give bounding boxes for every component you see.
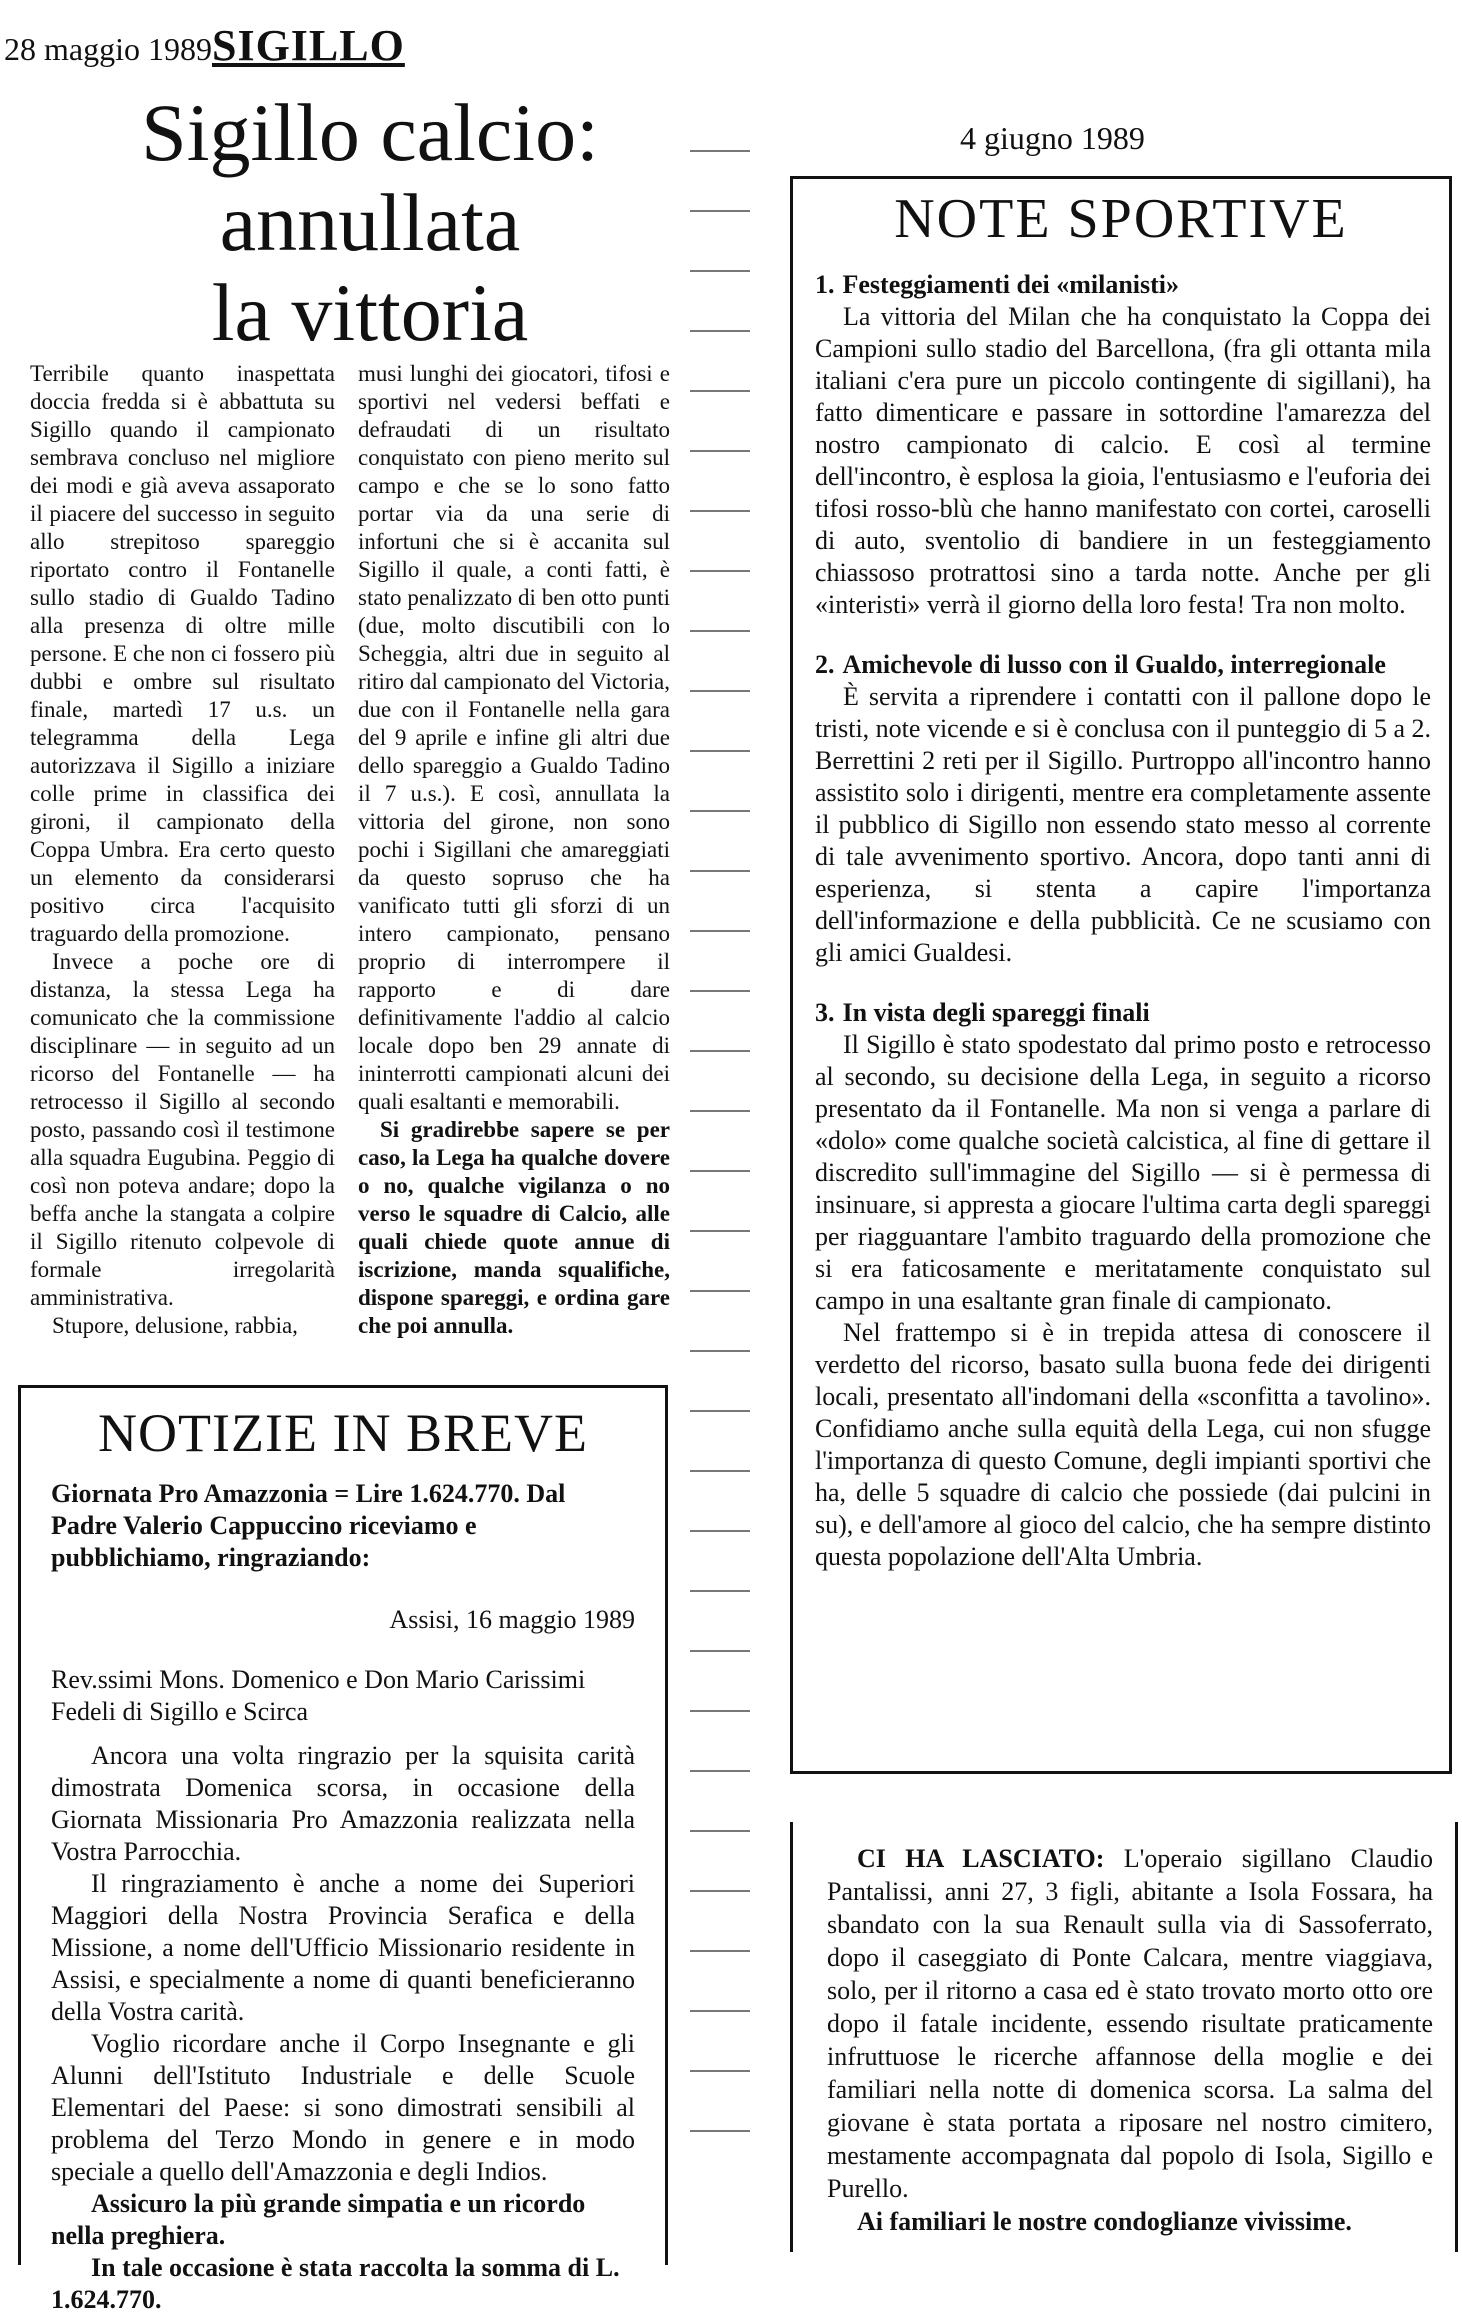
- notes-section: [815, 997, 1431, 1573]
- notes-section: [815, 649, 1431, 969]
- section-number: 2.: [815, 650, 835, 679]
- rule-line: [690, 1170, 750, 1172]
- brief-lead: Giornata Pro Amazzonia = Lire 1.624.770. Dal Padre Valerio Cappuccino riceviamo e pubblichiamo, ringraziando:: [51, 1479, 566, 1572]
- rule-line: [690, 1050, 750, 1052]
- section-text: Il Sigillo è stato spodestato dal primo posto e retrocesso al secondo, su decisione della Lega, in seguito a ricorso presentato da il Fontanelle. Ma non si venga a parlare di «dolo» come qualche società calcistica, al fine di gettare il discredito sull'immagine del Sigillo — si è permessa di insinuare, si appresta a giocare l'ultima carta degli spareggi per riagguantare l'ambito traguardo della promozione che si era faticosamente e meritatamente conquistato sul campo in una esaltante gran finale di campionato.: [815, 1030, 1431, 1315]
- brief-news-box: [18, 1385, 668, 2314]
- rule-line: [690, 1530, 750, 1532]
- headline-line: annullata: [219, 177, 521, 268]
- sport-notes-box: [790, 176, 1452, 1774]
- rule-line: [690, 1590, 750, 1592]
- rule-line: [690, 1110, 750, 1112]
- section-title: Festeggiamenti dei «milanisti»: [842, 270, 1180, 299]
- rule-line: [690, 150, 750, 152]
- brief-body: [21, 1478, 665, 2316]
- headline-line: Sigillo calcio:: [141, 87, 599, 178]
- article-paragraph: Invece a poche ore di distanza, la stessa Lega ha comunicato che la commissione disciplinare — in seguito ad un ricorso del Fontanelle — ha retrocesso il Sigillo al secondo posto, passando così il testimone alla squadra Eugubina. Peggio di così non poteva andare; dopo la beffa anche la stangata a colpire il Sigillo ritenuto colpevole di formale irregolarità amministrativa.: [30, 949, 335, 1310]
- rule-line: [690, 2070, 750, 2072]
- rule-line: [690, 990, 750, 992]
- rule-line: [690, 2010, 750, 2012]
- rule-line: [690, 210, 750, 212]
- section-title: In vista degli spareggi finali: [842, 998, 1150, 1027]
- rule-line: [690, 1950, 750, 1952]
- notes-section: [815, 269, 1431, 621]
- rule-line: [690, 510, 750, 512]
- brief-paragraph: Ancora una volta ringrazio per la squisita carità dimostrata Domenica scorsa, in occasione della Giornata Missionaria Pro Amazzonia realizzata nella Vostra Parrocchia.: [51, 1741, 635, 1866]
- article-closing-bold: Si gradirebbe sapere se per caso, la Lega ha qualche dovere o no, qualche vigilanza o no verso le squadre di Calcio, alle quali chiede quote annue di iscrizione, manda squalifiche, dispone spareggi, e ordina gare che poi annulla.: [358, 1117, 670, 1338]
- section-heading: [815, 269, 1431, 301]
- rule-line: [690, 330, 750, 332]
- rule-line: [690, 270, 750, 272]
- issue-date: 28 maggio 1989: [4, 31, 212, 67]
- notes-date: 4 giugno 1989: [960, 120, 1145, 156]
- section-heading: [815, 649, 1431, 681]
- section-text: Nel frattempo si è in trepida attesa di conoscere il verdetto del ricorso, basato sulla buona fede dei dirigenti locali, presentato all'indomani della «sconfitta a tavolino». Confidiamo anche sulla equità della Lega, cui non sfugge l'importanza di questo Comune, degli impianti sportivi che ha, delle 5 squadre di calcio che possiede (dai pulcini in su), e dell'amore al gioco del calcio, che ha sempre distinto questa popolazione dell'Alta Umbria.: [815, 1318, 1431, 1571]
- rule-line: [690, 1350, 750, 1352]
- article-column-left: [30, 360, 335, 1340]
- brief-place-date: Assisi, 16 maggio 1989: [389, 1605, 635, 1634]
- brief-paragraph: Voglio ricordare anche il Corpo Insegnante e gli Alunni dell'Istituto Industriale e delle Scuole Elementari del Paese: si sono dimostrati sensibili al problema del Terzo Mondo in genere e in modo speciale a quello dell'Amazzonia e degli Indios.: [51, 2029, 635, 2186]
- obituary-box: [790, 1822, 1458, 2252]
- brief-paragraph: Il ringraziamento è anche a nome dei Superiori Maggiori della Nostra Provincia Serafica e della Missione, a nome dell'Ufficio Missionario residente in Assisi, e specialmente a nome di quanti beneficieranno della Vostra carità.: [51, 1869, 635, 2026]
- rule-line: [690, 1890, 750, 1892]
- brief-paragraph: Assicuro la più grande simpatia e un ricordo nella preghiera.: [51, 2189, 586, 2250]
- margin-rules: [690, 150, 770, 2250]
- section-text: La vittoria del Milan che ha conquistato la Coppa dei Campioni sullo stadio del Barcellona, (fra gli ottanta mila italiani c'era pure un piccolo contingente di sigillani), ha fatto dimenticare e passare in sottordine l'amarezza del nostro campionato di calcio. E così al termine dell'incontro, è esplosa la gioia, l'entusiasmo e l'euforia dei tifosi rosso-blù che hanno manifestato con cortei, caroselli di auto, sventolio di bandiere in un festeggiamento chiassoso protrattosi sino a tarda notte. Anche per gli «interisti» verrà il giorno della loro festa! Tra non molto.: [815, 302, 1431, 619]
- brief-title: NOTIZIE IN BREVE: [98, 1403, 588, 1463]
- obituary-body: L'operaio sigillano Claudio Pantalissi, anni 27, 3 figli, abitante a Isola Fossara, ha sbandato con la sua Renault sulla via di Sassoferrato, dopo il caseggiato di Ponte Calcara, mentre viaggiava, solo, per il ritorno a casa ed è stato trovato morto otto ore dopo il fatale incidente, essendo risultate praticamente infruttuose le ricerche affannose della moglie e dei familiari nella notte di domenica scorsa. La salma del giovane è stata portata a riposare nel nostro cimitero, mestamente accompagnata dal popolo di Isola, Sigillo e Purello.: [827, 1844, 1433, 2203]
- rule-line: [690, 630, 750, 632]
- obituary-closing: Ai familiari le nostre condoglianze vivissime.: [857, 2207, 1352, 2236]
- rule-line: [690, 930, 750, 932]
- section-number: 1.: [815, 270, 835, 299]
- rule-line: [690, 570, 750, 572]
- rule-line: [690, 810, 750, 812]
- section-heading: [815, 997, 1431, 1029]
- section-number: 3.: [815, 998, 835, 1027]
- rule-line: [690, 1230, 750, 1232]
- article-paragraph: Stupore, delusione, rabbia,: [52, 1313, 298, 1338]
- rule-line: [690, 1410, 750, 1412]
- rule-line: [690, 1650, 750, 1652]
- headline-line: la vittoria: [211, 267, 529, 358]
- rule-line: [690, 1830, 750, 1832]
- rule-line: [690, 750, 750, 752]
- obituary-text: [793, 1822, 1455, 2205]
- rule-line: [690, 1770, 750, 1772]
- rule-line: [690, 1470, 750, 1472]
- rule-line: [690, 2130, 750, 2132]
- page-dateline: [4, 20, 405, 71]
- brief-closing: In tale occasione è stata raccolta la somma di L. 1.624.770.: [51, 2253, 620, 2314]
- article-paragraph: musi lunghi dei giocatori, tifosi e sportivi nel vedersi beffati e defraudati di un risultato conquistato con pieno merito sul campo e che se lo sono fatto portar via da una serie di infortuni che si è accanita sul Sigillo il quale, a conti fatti, è stato penalizzato di ben otto punti (due, molto discutibili con lo Scheggia, altri due in seguito al ritiro dal campionato del Victoria, due con il Fontanelle nella gara del 9 aprile e infine gli altri due dello spareggio a Gualdo Tadino il 7 u.s.). E così, annullata la vittoria del girone, non sono pochi i Sigillani che amareggiati da questo sopruso che ha vanificato tutti gli sforzi di un intero campionato, pensano proprio di interrompere il rapporto e di dare definitivamente l'addio al calcio locale dopo ben 29 annate di ininterrotti campionati alcuni dei quali esaltanti e memorabili.: [358, 361, 670, 1114]
- section-title: Amichevole di lusso con il Gualdo, interregionale: [842, 650, 1386, 679]
- rule-line: [690, 870, 750, 872]
- rule-line: [690, 1290, 750, 1292]
- brief-salutation: Rev.ssimi Mons. Domenico e Don Mario Carissimi Fedeli di Sigillo e Scirca: [51, 1665, 586, 1726]
- notes-title: NOTE SPORTIVE: [894, 188, 1348, 250]
- article-column-middle: [358, 360, 670, 1340]
- obituary-lead: CI HA LASCIATO:: [857, 1844, 1105, 1873]
- notes-body: [793, 269, 1449, 1573]
- rule-line: [690, 1710, 750, 1712]
- section-text: È servita a riprendere i contatti con il pallone dopo le tristi, note vicende e si è conclusa con il punteggio di 5 a 2. Berrettini 2 reti per il Sigillo. Purtroppo all'incontro hanno assistito solo i dirigenti, mentre era completamente assente il pubblico di Sigillo non essendo stato messo al corrente di tale avvenimento sportivo. Ancora, dopo tanti anni di esperienza, si stenta a capire l'importanza dell'informazione e della pubblicità. Ce ne scusiamo con gli amici Gualdesi.: [815, 682, 1431, 967]
- rule-line: [690, 390, 750, 392]
- article-paragraph: Terribile quanto inaspettata doccia fredda si è abbattuta su Sigillo quando il campionato sembrava concluso nel migliore dei modi e già aveva assaporato il piacere del successo in seguito allo strepitoso spareggio riportato contro il Fontanelle sullo stadio di Gualdo Tadino alla presenza di oltre mille persone. E che non ci fossero più dubbi e ombre sul risultato finale, martedì 17 u.s. un telegramma della Lega autorizzava il Sigillo a iniziare colle prime in classifica dei gironi, il campionato della Coppa Umbra. Era certo questo un elemento da considerarsi positivo circa l'acquisito traguardo della promozione.: [30, 361, 335, 946]
- rule-line: [690, 690, 750, 692]
- rule-line: [690, 450, 750, 452]
- article-headline: [60, 88, 680, 358]
- masthead: SIGILLO: [211, 21, 405, 70]
